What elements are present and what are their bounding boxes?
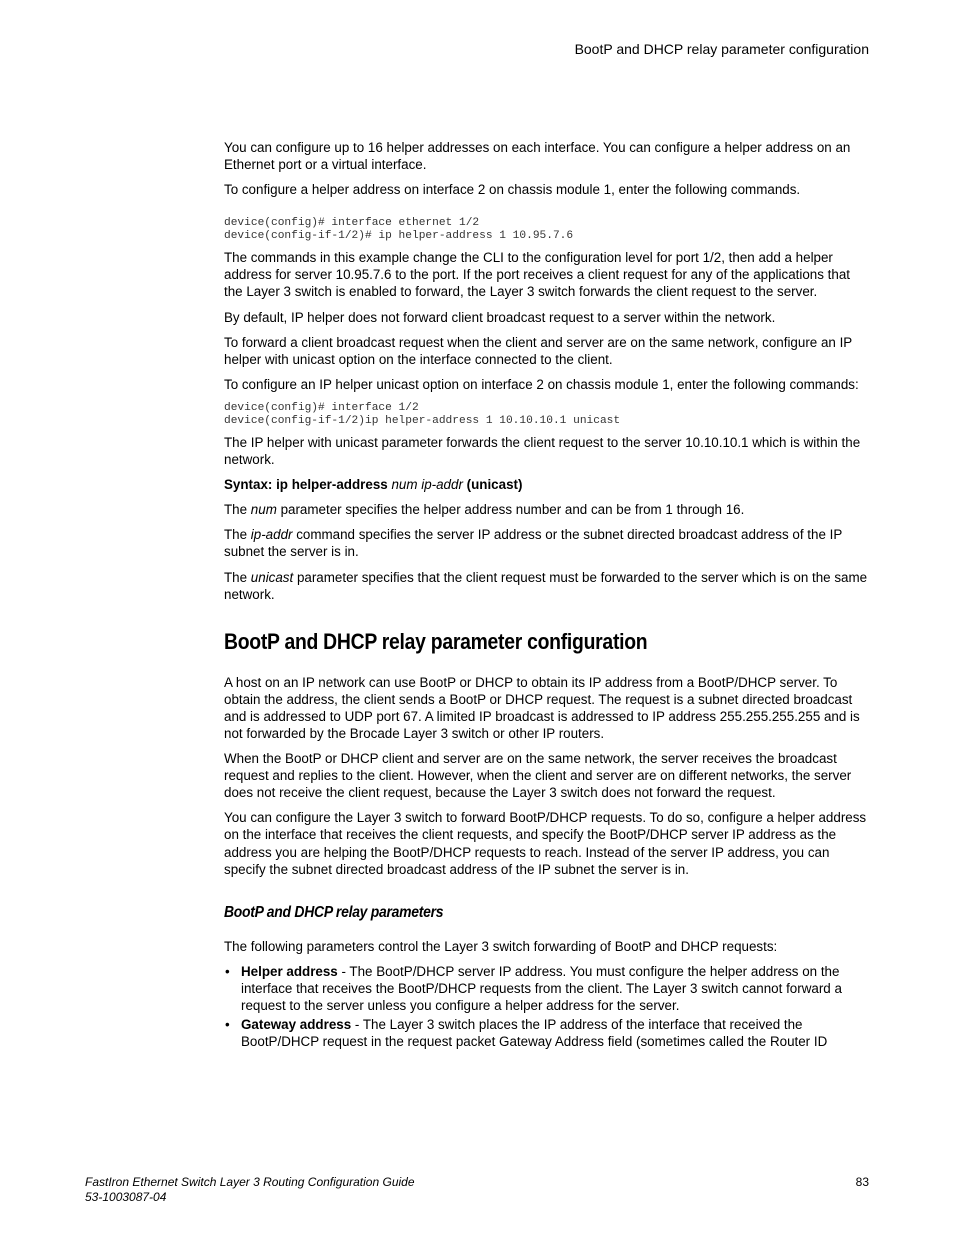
bullet-icon: • bbox=[225, 1017, 230, 1033]
footer-doc-info bbox=[85, 1175, 415, 1205]
paragraph: A host on an IP network can use BootP or DHCP to obtain its IP address from a BootP/DHCP server. To obtain the address, the client sends a BootP or DHCP request. The request is a subnet directed broadcast and is addressed to UDP port 67. A limited IP broadcast is addressed to IP address 255.255.255.255 and is not forwarded by the Brocade Layer 3 switch or other IP routers. bbox=[224, 674, 860, 741]
section-heading: BootP and DHCP relay parameter configuration bbox=[224, 628, 648, 654]
page-number: 83 bbox=[855, 1175, 869, 1189]
list-item-term: Helper address bbox=[241, 963, 338, 979]
paragraph: The following parameters control the Layer 3 switch forwarding of BootP and DHCP requests: bbox=[224, 938, 778, 954]
paragraph: When the BootP or DHCP client and server are on the same network, the server receives the broadcast request and replies to the client. However, when the client and server are on different networks, the server does not receive the client request, because the Layer 3 switch does not forward the request. bbox=[224, 751, 852, 801]
footer-guide-title: FastIron Ethernet Switch Layer 3 Routing Configuration Guide bbox=[85, 1175, 415, 1189]
list-item: • Helper address - The BootP/DHCP server IP address. You must configure the helper address on the interface that receives the BootP/DHCP requests from the client. The Layer 3 switch cannot forward a request to the server unless you configure a helper address for the server. bbox=[225, 963, 842, 1013]
parameter-term: num bbox=[250, 502, 277, 518]
running-header: BootP and DHCP relay parameter configuration bbox=[574, 41, 869, 57]
paragraph: You can configure the Layer 3 switch to forward BootP/DHCP requests. To do so, configure a helper address on the interface that receives the client requests, and specify the BootP/DHCP server IP address as the address you are helping the BootP/DHCP requests to reach. Instead of the server IP address, you can specify the subnet directed broadcast address of the IP subnet the server is in. bbox=[224, 810, 867, 877]
bullet-list bbox=[224, 963, 869, 1050]
paragraph: To forward a client broadcast request when the client and server are on the same network, configure an IP helper with unicast option on the interface connected to the client. bbox=[224, 334, 852, 367]
parameter-term: ip-addr bbox=[250, 527, 293, 543]
list-item: • Gateway address - The Layer 3 switch places the IP address of the interface that received the BootP/DHCP request in the request packet Gateway Address field (sometimes called the Router ID bbox=[225, 1017, 828, 1050]
code-block: device(config)# interface ethernet 1/2 device(config-if-1/2)# ip helper-address 1 10.95.7.6 bbox=[224, 217, 574, 243]
syntax-args: num ip-addr bbox=[391, 477, 463, 493]
paragraph: You can configure up to 16 helper addresses on each interface. You can configure a helper address on an Ethernet port or a virtual interface. bbox=[224, 140, 851, 173]
syntax-suffix: (unicast) bbox=[466, 477, 523, 493]
page-body bbox=[224, 139, 869, 1052]
paragraph: To configure an IP helper unicast option on interface 2 on chassis module 1, enter the following commands: bbox=[224, 376, 859, 392]
syntax-label: Syntax: ip helper-address bbox=[224, 477, 388, 493]
paragraph: The num parameter specifies the helper address number and can be from 1 through 16. bbox=[224, 502, 745, 518]
syntax-line bbox=[224, 476, 869, 493]
paragraph: By default, IP helper does not forward client broadcast request to a server within the network. bbox=[224, 309, 776, 325]
code-block: device(config)# interface 1/2 device(config-if-1/2)ip helper-address 1 10.10.10.1 unicast bbox=[224, 401, 621, 427]
list-item-term: Gateway address bbox=[241, 1017, 352, 1033]
paragraph: The ip-addr command specifies the server IP address or the subnet directed broadcast address of the IP subnet the server is in. bbox=[224, 527, 843, 560]
parameter-term: unicast bbox=[250, 569, 294, 585]
subsection-heading: BootP and DHCP relay parameters bbox=[224, 903, 444, 921]
paragraph: The unicast parameter specifies that the client request must be forwarded to the server which is on the same network. bbox=[224, 569, 868, 602]
paragraph: The IP helper with unicast parameter forwards the client request to the server 10.10.10.1 which is within the network. bbox=[224, 434, 861, 468]
bullet-icon: • bbox=[225, 963, 230, 979]
paragraph: To configure a helper address on interface 2 on chassis module 1, enter the following commands. bbox=[224, 182, 801, 198]
paragraph: The commands in this example change the CLI to the configuration level for port 1/2, then add a helper address for server 10.95.7.6 to the port. If the port receives a client request for any of the applications that the Layer 3 switch is enabled to forward, the Layer 3 switch forwards the client request to the server. bbox=[224, 250, 850, 300]
footer-doc-number: 53-1003087-04 bbox=[85, 1190, 167, 1204]
